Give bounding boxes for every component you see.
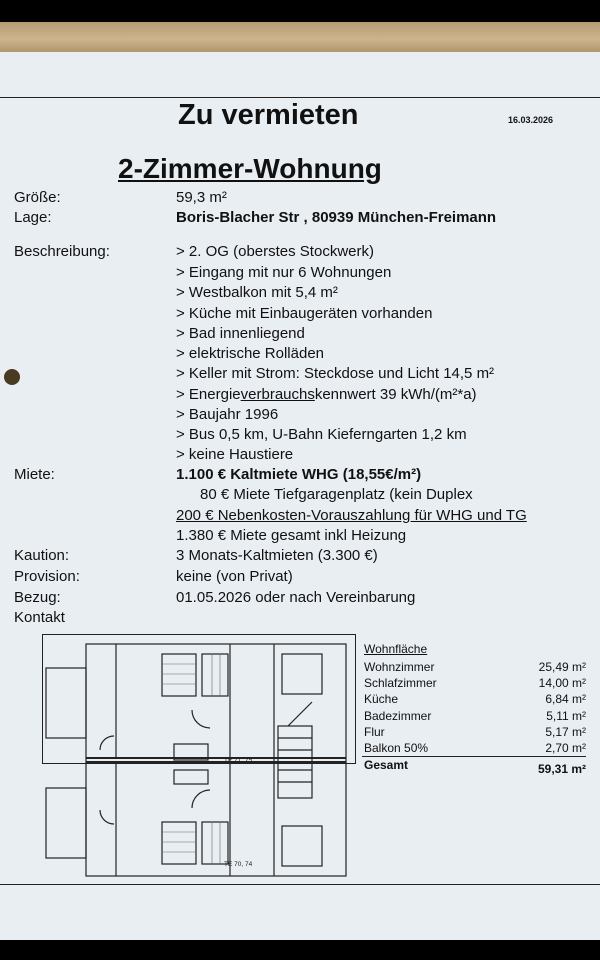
building-outline	[86, 644, 346, 876]
desc-item: > Bad innenliegend	[176, 325, 305, 342]
label-bezug: Bezug:	[14, 589, 61, 606]
desc-item: > Baujahr 1996	[176, 406, 279, 423]
desc-item: > Westbalkon mit 5,4 m²	[176, 284, 338, 301]
area-name: Balkon 50%	[364, 741, 429, 755]
area-name: Badezimmer	[364, 709, 432, 723]
label-kaution: Kaution:	[14, 547, 70, 564]
label-lage: Lage:	[14, 209, 52, 226]
energy-underlined: verbrauchs	[240, 386, 315, 403]
value-lage: Boris-Blacher Str , 80939 München-Freimann	[176, 209, 497, 226]
wood-surface	[0, 22, 600, 56]
unit-label: TE 70, 74	[224, 861, 253, 868]
paper-sheet	[0, 52, 600, 940]
area-value: 25,49 m²	[538, 660, 586, 674]
label-beschreibung: Beschreibung:	[14, 243, 110, 260]
energy-post: kennwert 39 kWh/(m²*a)	[314, 386, 477, 403]
area-value: 5,17 m²	[545, 725, 586, 739]
border-line-top	[0, 97, 600, 98]
desc-item: > Keller mit Strom: Steckdose und Licht 14,5 m²	[176, 365, 495, 382]
value-kaution: 3 Monats-Kaltmieten (3.300 €)	[176, 547, 378, 564]
date: 16.03.2026	[508, 115, 554, 125]
area-value: 6,84 m²	[545, 692, 586, 706]
unit-label: TE 71, 75	[224, 757, 253, 764]
energy-pre: > Energie	[176, 386, 241, 403]
desc-item: > Eingang mit nur 6 Wohnungen	[176, 264, 392, 281]
area-total-name: Gesamt	[364, 758, 409, 772]
desc-item: > 2. OG (oberstes Stockwerk)	[176, 243, 374, 260]
area-name: Schlafzimmer	[364, 676, 437, 690]
desc-item: > Bus 0,5 km, U-Bahn Kieferngarten 1,2 km	[176, 426, 467, 443]
value-bezug: 01.05.2026 oder nach Vereinbarung	[176, 589, 416, 606]
miete-nk: 200 € Nebenkosten-Vorauszahlung für WHG und TG	[176, 507, 527, 524]
page-title: Zu vermieten	[178, 99, 359, 131]
desc-item: > keine Haustiere	[176, 446, 294, 463]
page-subtitle: 2-Zimmer-Wohnung	[118, 153, 382, 184]
label-groesse: Größe:	[14, 189, 61, 206]
areas-heading: Wohnfläche	[364, 642, 428, 656]
value-groesse: 59,3 m²	[176, 189, 227, 206]
desc-item: > elektrische Rolläden	[176, 345, 325, 362]
label-provision: Provision:	[14, 568, 80, 585]
area-name: Flur	[364, 725, 385, 739]
area-value: 5,11 m²	[546, 709, 586, 723]
balcony-bottom	[46, 788, 86, 858]
area-name: Wohnzimmer	[364, 660, 435, 674]
area-name: Küche	[364, 692, 399, 706]
floor-plan	[42, 640, 362, 888]
desc-item-energy	[176, 386, 477, 403]
desc-item: > Küche mit Einbaugeräten vorhanden	[176, 305, 433, 322]
area-total-value: 59,31 m²	[537, 762, 586, 776]
area-value: 2,70 m²	[545, 741, 586, 755]
value-provision: keine (von Privat)	[176, 568, 293, 585]
miete-tg: 80 € Miete Tiefgaragenplatz (kein Duplex	[200, 486, 473, 503]
miete-kalt: 1.100 € Kaltmiete WHG (18,55€/m²)	[176, 466, 422, 483]
punch-hole	[4, 369, 20, 385]
label-kontakt: Kontakt	[14, 609, 65, 626]
balcony-top	[46, 668, 86, 738]
area-value: 14,00 m²	[538, 676, 586, 690]
miete-gesamt: 1.380 € Miete gesamt inkl Heizung	[176, 527, 407, 544]
total-divider	[362, 756, 586, 757]
label-miete: Miete:	[14, 466, 55, 483]
